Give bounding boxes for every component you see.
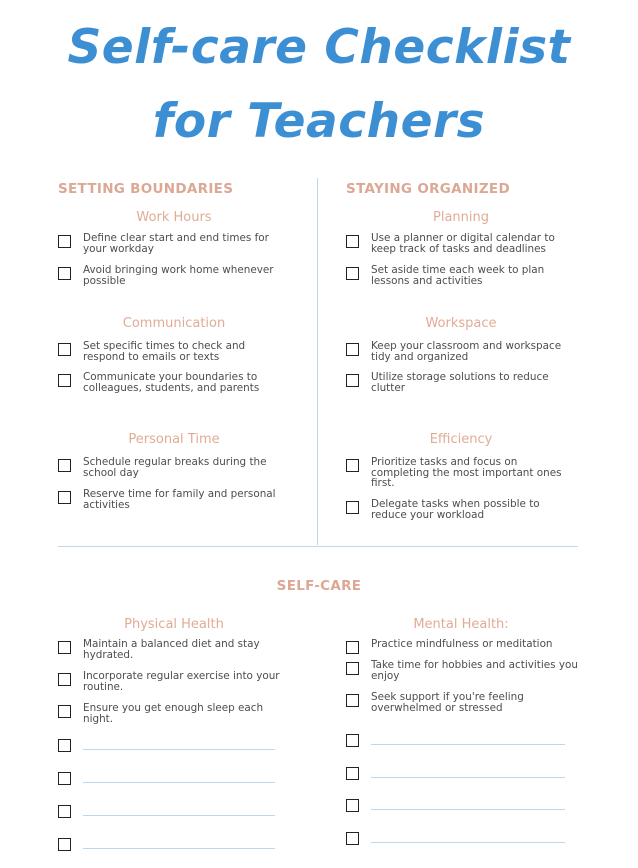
checkbox[interactable] — [346, 799, 359, 812]
checkbox[interactable] — [58, 267, 71, 280]
checklist-item[interactable] — [346, 660, 578, 681]
item-label: Utilize storage solutions to reduce clutter — [371, 371, 549, 394]
item-label: Incorporate regular exercise into your routine. — [83, 670, 280, 693]
item-label: Reserve time for family and personal activities — [83, 488, 276, 511]
blank-write-line[interactable] — [83, 782, 275, 783]
item-label: Use a planner or digital calendar to keep track of tasks and deadlines — [371, 232, 555, 255]
checklist-item[interactable] — [346, 457, 578, 489]
page-title-line-2: for Teachers — [152, 94, 486, 149]
checkbox[interactable] — [58, 805, 71, 818]
page-title-line-1: Self-care Checklist — [67, 20, 571, 75]
blank-checklist-item[interactable] — [58, 803, 275, 818]
column-divider — [317, 178, 318, 545]
item-label: Take time for hobbies and activities you enjoy — [371, 659, 578, 682]
blank-checklist-item[interactable] — [346, 732, 565, 747]
checkbox[interactable] — [346, 734, 359, 747]
blank-checklist-item[interactable] — [346, 765, 565, 780]
checkbox[interactable] — [58, 459, 71, 472]
checkbox[interactable] — [346, 501, 359, 514]
checkbox[interactable] — [58, 838, 71, 851]
checklist-item[interactable] — [346, 341, 578, 362]
blank-write-line[interactable] — [371, 777, 565, 778]
checklist-item[interactable] — [346, 692, 578, 713]
subheading-physical-health: Physical Health — [124, 617, 224, 632]
item-label: Avoid bringing work home whenever possible — [83, 264, 274, 287]
checklist-item[interactable] — [346, 265, 578, 286]
blank-write-line[interactable] — [83, 749, 275, 750]
subheading-personal-time: Personal Time — [128, 432, 220, 447]
item-label: Ensure you get enough sleep each night. — [83, 702, 264, 725]
blank-write-line[interactable] — [371, 744, 565, 745]
blank-write-line[interactable] — [371, 842, 565, 843]
item-label: Practice mindfulness or meditation — [371, 638, 553, 650]
checklist-item[interactable] — [58, 703, 288, 724]
section-title-self-care: SELF-CARE — [276, 578, 362, 594]
subheading-work-hours: Work Hours — [136, 210, 212, 225]
checklist-item[interactable] — [58, 639, 288, 660]
checklist-item[interactable] — [346, 372, 578, 393]
item-label: Communicate your boundaries to colleagues, students, and parents — [83, 371, 260, 394]
checkbox[interactable] — [346, 267, 359, 280]
blank-checklist-item[interactable] — [58, 737, 275, 752]
checkbox[interactable] — [58, 673, 71, 686]
checkbox[interactable] — [58, 705, 71, 718]
checkbox[interactable] — [346, 343, 359, 356]
item-label: Seek support if you're feeling overwhelmed or stressed — [371, 691, 524, 714]
subheading-planning: Planning — [433, 210, 489, 225]
item-label: Delegate tasks when possible to reduce your workload — [371, 498, 540, 521]
item-label: Define clear start and end times for your workday — [83, 232, 269, 255]
item-label: Schedule regular breaks during the school day — [83, 456, 267, 479]
blank-checklist-item[interactable] — [346, 797, 565, 812]
checklist-item[interactable] — [58, 265, 288, 286]
checklist-item[interactable] — [58, 233, 288, 254]
checkbox[interactable] — [58, 641, 71, 654]
blank-checklist-item[interactable] — [346, 830, 565, 845]
item-label: Maintain a balanced diet and stay hydrated. — [83, 638, 260, 661]
item-label: Prioritize tasks and focus on completing the most important ones first. — [371, 456, 562, 489]
blank-write-line[interactable] — [83, 815, 275, 816]
subheading-mental-health: Mental Health: — [413, 617, 509, 632]
checkbox[interactable] — [58, 343, 71, 356]
blank-write-line[interactable] — [83, 848, 275, 849]
checkbox[interactable] — [346, 832, 359, 845]
blank-checklist-item[interactable] — [58, 836, 275, 851]
checkbox[interactable] — [346, 641, 359, 654]
section-title-setting-boundaries: SETTING BOUNDARIES — [58, 181, 234, 197]
section-title-staying-organized: STAYING ORGANIZED — [346, 181, 510, 197]
checkbox[interactable] — [346, 374, 359, 387]
item-label: Keep your classroom and workspace tidy and organized — [371, 340, 562, 363]
subheading-workspace: Workspace — [425, 316, 497, 331]
checkbox[interactable] — [346, 459, 359, 472]
checkbox[interactable] — [346, 694, 359, 707]
checklist-item[interactable] — [58, 489, 288, 510]
blank-write-line[interactable] — [371, 809, 565, 810]
checklist-item[interactable] — [346, 639, 578, 654]
checklist-item[interactable] — [346, 233, 578, 254]
item-label: Set aside time each week to plan lessons and activities — [371, 264, 545, 287]
checklist-item[interactable] — [346, 499, 578, 520]
checkbox[interactable] — [346, 767, 359, 780]
checkbox[interactable] — [58, 374, 71, 387]
checklist-item[interactable] — [58, 341, 288, 362]
blank-checklist-item[interactable] — [58, 770, 275, 785]
subheading-communication: Communication — [122, 316, 226, 331]
checkbox[interactable] — [346, 662, 359, 675]
checklist-item[interactable] — [58, 671, 288, 692]
checkbox[interactable] — [58, 235, 71, 248]
checkbox[interactable] — [346, 235, 359, 248]
section-divider — [58, 546, 578, 547]
subheading-efficiency: Efficiency — [429, 432, 493, 447]
checkbox[interactable] — [58, 772, 71, 785]
checkbox[interactable] — [58, 491, 71, 504]
checklist-item[interactable] — [58, 372, 288, 393]
item-label: Set specific times to check and respond to emails or texts — [83, 340, 246, 363]
checklist-item[interactable] — [58, 457, 288, 478]
checkbox[interactable] — [58, 739, 71, 752]
